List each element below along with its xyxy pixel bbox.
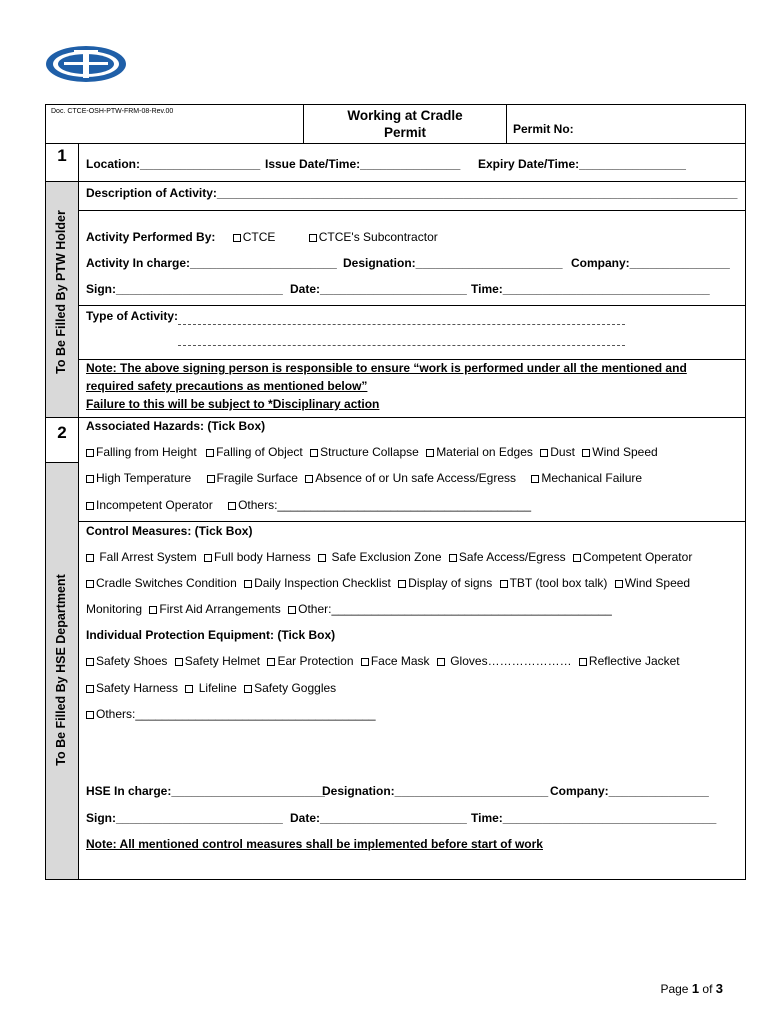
control-label: Competent Operator [582,550,693,564]
checkbox-icon[interactable] [582,449,590,457]
hse-time-field[interactable]: Time:________________________________ [471,811,717,825]
designation-field[interactable]: Designation:______________________ [343,256,563,270]
ppe-item[interactable] [86,654,167,668]
page-number [660,981,723,996]
form-body [45,144,746,880]
control-label: Safe Exclusion Zone [331,550,442,564]
checkbox-icon[interactable] [86,475,94,483]
control-row-1 [86,550,692,564]
checkbox-icon[interactable] [540,449,548,457]
divider [78,359,745,360]
ppe-item[interactable] [267,654,353,668]
checkbox-icon[interactable] [437,658,445,666]
checkbox-icon[interactable] [204,554,212,562]
control-label: Daily Inspection Checklist [254,576,391,590]
ppe-label: Lifeline [198,681,237,695]
checkbox-icon[interactable] [86,711,94,719]
hazards-title: Associated Hazards: (Tick Box) [86,419,266,433]
control-other-item[interactable] [288,602,612,616]
control-other-label: Other:__________________________________________ [298,602,612,616]
company-field[interactable]: Company:_______________ [571,256,730,270]
divider [78,305,745,306]
hazard-other-item[interactable] [228,498,531,512]
sign-field[interactable]: Sign:_________________________ [86,282,283,296]
hazard-label: Fragile Surface [216,471,298,485]
activity-in-charge-field[interactable]: Activity In charge:______________________ [86,256,337,270]
issue-date-field[interactable]: Issue Date/Time:_______________ [265,157,461,171]
control-label: Cradle Switches Condition [96,576,237,590]
checkbox-icon[interactable] [288,606,296,614]
ppe-label: Gloves………………… [450,654,572,668]
checkbox-icon[interactable] [207,475,215,483]
hazard-label: Material on Edges [436,445,533,459]
checkbox-icon[interactable] [244,685,252,693]
sidebar [46,144,79,879]
form-header [45,104,746,144]
hse-company-field[interactable]: Company:_______________ [550,784,709,798]
control-item[interactable] [86,550,197,564]
control-item[interactable] [573,550,692,564]
control-label-continued: Monitoring [86,602,143,616]
control-label: First Aid Arrangements [159,602,281,616]
ppe-item[interactable] [86,681,178,695]
checkbox-icon[interactable] [309,234,317,242]
checkbox-icon[interactable] [175,658,183,666]
hazard-label: Wind Speed [592,445,658,459]
checkbox-icon[interactable] [500,580,508,588]
performed-by-label: Activity Performed By: [86,230,216,244]
ppe-row-3 [86,707,376,721]
control-label: Full body Harness [214,550,311,564]
hazard-label: Dust [550,445,575,459]
hazards-row-2 [86,471,642,485]
ppe-item[interactable] [361,654,430,668]
date-field[interactable]: Date:______________________ [290,282,467,296]
control-row-3 [86,602,612,616]
checkbox-icon[interactable] [233,234,241,242]
control-row-2 [86,576,690,590]
ppe-item[interactable] [175,654,260,668]
section-2-label: To Be Filled By HSE Department [54,574,68,766]
checkbox-icon[interactable] [531,475,539,483]
section-2-number: 2 [46,417,78,463]
checkbox-icon[interactable] [149,606,157,614]
hazard-label: Mechanical Failure [541,471,643,485]
checkbox-icon[interactable] [206,449,214,457]
hazard-item[interactable] [206,445,303,459]
note-line-1: Note: The above signing person is responsible to ensure “work is performed under all the mentioned and [86,361,687,375]
ctce-option[interactable] [233,230,276,244]
ppe-row-2 [86,681,336,695]
divider [78,210,745,211]
control-item[interactable] [86,576,237,590]
hazard-label: Falling from Height [96,445,197,459]
control-item[interactable] [204,550,311,564]
hse-date-field[interactable]: Date:______________________ [290,811,467,825]
hse-sign-field[interactable]: Sign:_________________________ [86,811,283,825]
control-item[interactable] [500,576,608,590]
checkbox-icon[interactable] [228,502,236,510]
checkbox-icon[interactable] [310,449,318,457]
hazard-item[interactable] [426,445,533,459]
checkbox-icon[interactable] [267,658,275,666]
checkbox-icon[interactable] [615,580,623,588]
permit-no-field[interactable]: Permit No: [513,122,574,136]
ppe-title: Individual Protection Equipment: (Tick Box) [86,628,336,642]
expiry-date-field[interactable]: Expiry Date/Time:________________ [478,157,686,171]
hazard-item[interactable] [310,445,419,459]
hazard-item[interactable] [86,498,213,512]
subcontractor-option-label: CTCE's Subcontractor [318,230,438,244]
ppe-item[interactable] [437,654,572,668]
checkbox-icon[interactable] [579,658,587,666]
performed-by-row [86,230,438,244]
hazard-item[interactable] [207,471,298,485]
hazards-row-1 [86,445,658,459]
ppe-label: Safety Helmet [184,654,261,668]
checkbox-icon[interactable] [426,449,434,457]
divider [46,417,745,418]
control-label: Wind Speed [624,576,691,590]
checkbox-icon[interactable] [86,502,94,510]
hazard-item[interactable] [86,471,191,485]
hazard-label: Absence of or Un safe Access/Egress [315,471,516,485]
ppe-label: Safety Goggles [254,681,337,695]
ppe-row-1 [86,654,680,668]
ppe-label: Safety Shoes [96,654,168,668]
checkbox-icon[interactable] [86,658,94,666]
ppe-label: Ear Protection [277,654,354,668]
doc-reference: Doc. CTCE-OSH-PTW-FRM-08-Rev.00 [46,105,304,143]
form-title-line1: Working at Cradle [347,108,463,123]
checkbox-icon[interactable] [318,554,326,562]
hse-designation-field[interactable]: Designation:_______________________ [322,784,549,798]
hazards-row-3 [86,498,531,512]
type-of-activity-line-2[interactable] [178,345,625,346]
control-item[interactable] [318,550,441,564]
control-label: Fall Arrest System [99,550,197,564]
hazard-item[interactable] [540,445,575,459]
control-item[interactable] [149,602,280,616]
form-title-line2: Permit [383,125,427,140]
hazard-item[interactable] [531,471,642,485]
control-item[interactable] [449,550,566,564]
checkbox-icon[interactable] [86,685,94,693]
ppe-other-label: Others:____________________________________ [96,707,376,721]
checkbox-icon[interactable] [86,580,94,588]
checkbox-icon[interactable] [86,449,94,457]
hazard-label: Incompetent Operator [96,498,213,512]
control-item[interactable] [398,576,492,590]
ppe-item[interactable] [185,681,236,695]
checkbox-icon[interactable] [398,580,406,588]
ppe-label: Safety Harness [96,681,179,695]
note-line-3: Failure to this will be subject to *Disciplinary action [86,397,380,411]
type-of-activity-line-1[interactable] [178,324,625,325]
description-field[interactable]: Description of Activity:______________________________________________________________________________ [86,186,738,200]
checkbox-icon[interactable] [305,475,313,483]
hazard-item[interactable] [582,445,657,459]
checkbox-icon[interactable] [244,580,252,588]
divider [78,521,745,522]
hazard-item[interactable] [305,471,516,485]
hazard-label: Structure Collapse [320,445,419,459]
control-label: TBT (tool box talk) [509,576,608,590]
control-label: Safe Access/Egress [458,550,566,564]
type-of-activity-label: Type of Activity: [86,309,179,323]
hazard-label: Falling of Object [216,445,303,459]
checkbox-icon[interactable] [185,685,193,693]
checkbox-icon[interactable] [361,658,369,666]
hazard-item[interactable] [86,445,197,459]
ppe-other-item[interactable] [86,707,376,721]
hazard-other-label: Others:______________________________________ [238,498,532,512]
current-page: 1 [691,981,700,996]
control-item[interactable] [244,576,391,590]
hazard-label: High Temperature [96,471,192,485]
note-line-2: required safety precautions as mentioned below” [86,379,368,393]
total-pages: 3 [715,981,723,996]
subcontractor-option[interactable] [309,230,438,244]
company-logo [44,44,128,84]
hse-in-charge-field[interactable]: HSE In charge:_______________________ [86,784,325,798]
section-1-label: To Be Filled By PTW Holder [54,210,68,374]
ppe-label: Face Mask [370,654,430,668]
control-measures-title: Control Measures: (Tick Box) [86,524,253,538]
checkbox-icon[interactable] [86,554,94,562]
time-field[interactable]: Time:_______________________________ [471,282,710,296]
ppe-label: Reflective Jacket [588,654,680,668]
checkbox-icon[interactable] [449,554,457,562]
form-title [304,105,507,143]
ppe-item[interactable] [244,681,336,695]
section-1-number: 1 [46,144,78,182]
ppe-item[interactable] [579,654,680,668]
checkbox-icon[interactable] [573,554,581,562]
page-word: Page [660,982,689,996]
control-item[interactable] [615,576,690,590]
ctce-option-label: CTCE [242,230,276,244]
hse-note: Note: All mentioned control measures shall be implemented before start of work [86,837,543,851]
divider [78,181,745,182]
location-field[interactable]: Location:__________________ [86,157,261,171]
control-label: Display of signs [408,576,493,590]
of-word: of [702,982,713,996]
